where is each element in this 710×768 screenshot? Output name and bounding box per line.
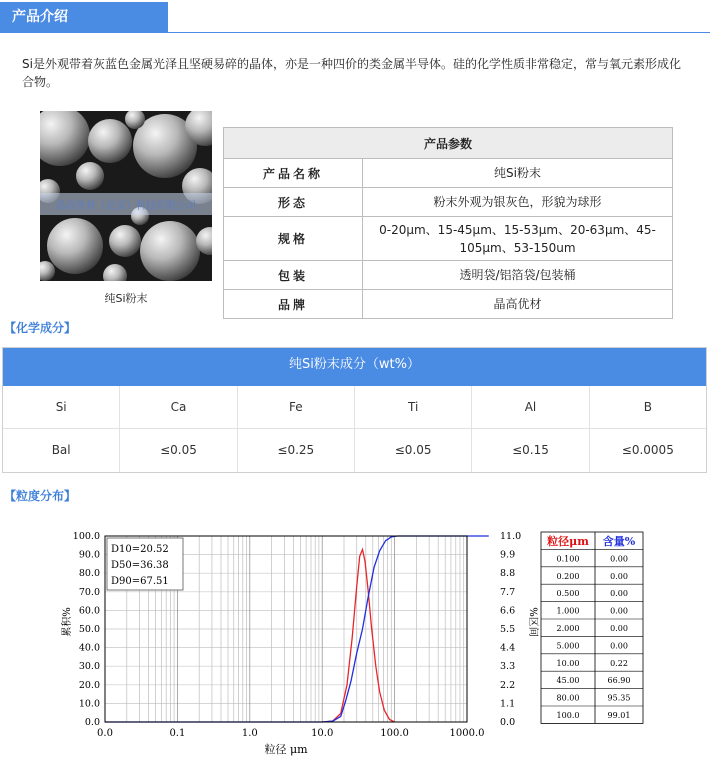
element-cell: Fe (238, 386, 355, 429)
value-cell: ≤0.25 (238, 429, 355, 472)
psd-content-cell: 0.00 (610, 624, 628, 633)
section-header-product-intro: 产品介绍 (0, 2, 168, 32)
param-key: 形态 (224, 188, 363, 217)
interval-curve (322, 550, 394, 723)
y-right-tick-label: 4.4 (500, 642, 516, 654)
psd-content-cell: 0.00 (610, 606, 628, 616)
value-cell: ≤0.05 (120, 429, 237, 472)
psd-content-cell: 0.00 (610, 641, 628, 651)
composition-elements-row (3, 386, 706, 429)
param-key: 规格 (224, 217, 363, 261)
x-tick-label: 1.0 (241, 728, 258, 739)
photo-watermark: 晶高优材（北京）科技有限公司 (56, 201, 196, 212)
y-left-tick-label: 80.0 (78, 568, 100, 580)
header-divider (0, 32, 710, 33)
psd-content-cell: 0.00 (610, 571, 628, 581)
psd-content-cell: 99.01 (607, 711, 631, 720)
composition-values-row (3, 429, 706, 472)
y-left-tick-label: 50.0 (78, 624, 100, 635)
photo-caption: 纯Si粉末 (104, 292, 148, 305)
product-params-table (223, 127, 673, 319)
section-title-chem: 【化学成分】 (4, 321, 77, 335)
y-left-tick-label: 40.0 (78, 642, 100, 654)
y-right-tick-label: 7.7 (500, 586, 516, 598)
psd-header-content: 含量% (602, 535, 636, 548)
param-key: 包装 (224, 261, 363, 290)
psd-size-cell: 0.100 (556, 554, 580, 564)
y-left-tick-label: 60.0 (78, 605, 100, 617)
psd-table (541, 532, 643, 723)
x-axis-label: 粒径 μm (264, 743, 308, 756)
x-tick-label: 100.0 (380, 728, 409, 739)
param-value: 透明袋/铝箔袋/包装桶 (363, 261, 673, 290)
y-left-tick-label: 10.0 (78, 698, 100, 710)
stat-d90: D90=67.51 (111, 576, 169, 587)
psd-content-cell: 66.90 (607, 676, 631, 686)
param-value: 晶高优材 (363, 290, 673, 319)
psd-size-cell: 80.00 (556, 693, 580, 703)
psd-content-cell: 0.00 (610, 554, 628, 564)
x-tick-label: 1000.0 (449, 728, 485, 739)
element-cell: Si (3, 386, 120, 429)
psd-size-cell: 0.200 (556, 571, 580, 581)
element-cell: Ti (355, 386, 472, 429)
composition-table (2, 347, 707, 473)
section-title-psd: 【粒度分布】 (4, 489, 77, 503)
x-tick-label: 0.1 (169, 728, 186, 739)
y-right-tick-label: 3.3 (500, 661, 516, 673)
value-cell: ≤0.05 (355, 429, 472, 472)
stat-d10: D10=20.52 (111, 544, 169, 555)
value-cell: ≤0.0005 (621, 443, 674, 457)
element-cell: B (590, 386, 706, 429)
y-right-tick-label: 5.5 (500, 624, 516, 635)
psd-size-cell: 10.00 (556, 658, 580, 668)
psd-content-cell: 0.22 (610, 658, 628, 668)
y-left-tick-label: 20.0 (78, 679, 100, 691)
psd-size-cell: 2.000 (556, 624, 580, 633)
psd-header-size: 粒径μm (547, 535, 589, 548)
params-table-title: 产品参数 (224, 128, 673, 159)
element-cell: Ca (120, 386, 237, 429)
y-right-tick-label: 6.6 (500, 605, 516, 617)
y-right-tick-label: 8.8 (500, 568, 516, 580)
product-description: Si是外观带着灰蓝色金属光泽且坚硬易碎的晶体，亦是一种四价的类金属半导体。硅的化学性质非常稳定，常与氧元素形成化合物。 (22, 57, 681, 89)
y-left-tick-label: 30.0 (78, 661, 100, 673)
param-value: 纯Si粉末 (363, 159, 673, 188)
psd-content-cell: 95.35 (607, 693, 631, 703)
psd-size-cell: 5.000 (556, 641, 580, 651)
y-left-tick-label: 90.0 (78, 549, 100, 561)
psd-size-cell: 0.500 (556, 589, 580, 599)
y-right-tick-label: 9.9 (500, 549, 516, 561)
y-left-tick-label: 70.0 (78, 586, 100, 598)
y-left-label: 累积% (62, 607, 73, 637)
product-photo (40, 111, 212, 281)
param-value: 粉末外观为银灰色，形貌为球形 (363, 188, 673, 217)
psd-content-cell: 0.00 (610, 589, 628, 599)
value-cell: Bal (3, 429, 120, 472)
x-tick-label: 0.0 (97, 728, 113, 739)
y-left-tick-label: 0.0 (84, 717, 100, 728)
param-key: 产品名称 (224, 159, 363, 188)
y-right-tick-label: 2.2 (500, 679, 516, 691)
value-cell: ≤0.15 (472, 429, 589, 472)
param-value: 0-20μm、15-45μm、15-53μm、20-63μm、45-105μm、53-150um (363, 217, 673, 261)
y-right-label: %区间 (527, 607, 538, 637)
composition-title: 纯Si粉末成分（wt%） (3, 348, 706, 386)
psd-size-cell: 1.000 (556, 606, 580, 616)
powder-spheres-image (40, 111, 212, 281)
element-cell: Al (472, 386, 589, 429)
param-key: 品牌 (224, 290, 363, 319)
y-right-tick-label: 1.1 (500, 698, 516, 710)
x-tick-label: 10.0 (311, 728, 334, 739)
y-left-tick-label: 100.0 (72, 531, 100, 542)
psd-size-cell: 100.0 (556, 711, 580, 720)
y-right-tick-label: 11.0 (500, 531, 522, 542)
psd-size-cell: 45.00 (556, 676, 580, 686)
particle-size-chart (0, 510, 710, 768)
stat-d50: D50=36.38 (111, 560, 169, 571)
y-right-tick-label: 0.0 (500, 717, 516, 728)
